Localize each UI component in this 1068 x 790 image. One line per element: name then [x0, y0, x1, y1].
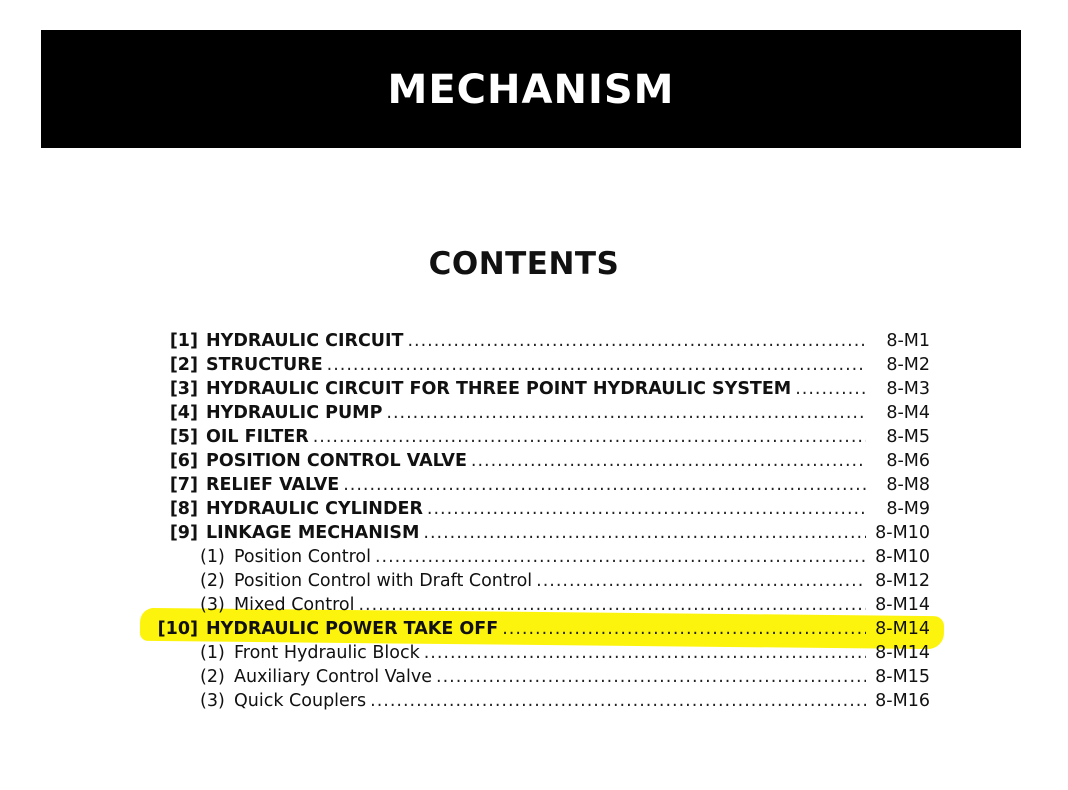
toc-page-ref: 8-M10	[875, 547, 930, 567]
header-banner	[41, 30, 1021, 148]
dot-leader	[424, 641, 866, 665]
toc-entry-title: LINKAGE MECHANISM	[206, 523, 420, 543]
toc-entry	[140, 569, 930, 593]
table-of-contents	[140, 329, 930, 713]
toc-entry-title: Front Hydraulic Block	[234, 643, 420, 663]
toc-entry-number: [5]	[169, 427, 198, 447]
toc-entry	[140, 665, 930, 689]
toc-subentry-number: (1)	[200, 547, 225, 567]
toc-entry-number: [8]	[169, 499, 198, 519]
toc-entry-highlighted	[140, 617, 930, 641]
toc-page-ref: 8-M12	[875, 571, 930, 591]
toc-entry	[140, 353, 930, 377]
toc-entry-title: Position Control	[234, 547, 371, 567]
dot-leader	[536, 569, 866, 593]
toc-entry	[140, 641, 930, 665]
toc-entry	[140, 473, 930, 497]
dot-leader	[795, 377, 866, 401]
toc-page-ref: 8-M9	[886, 499, 930, 519]
toc-entry-title: RELIEF VALVE	[206, 475, 340, 495]
toc-entry-title: Quick Couplers	[234, 691, 367, 711]
contents-heading: CONTENTS	[428, 246, 620, 282]
toc-entry-title: HYDRAULIC CYLINDER	[206, 499, 423, 519]
toc-entry	[140, 545, 930, 569]
toc-entry	[140, 689, 930, 713]
toc-entry-title: OIL FILTER	[206, 427, 309, 447]
toc-entry-title: HYDRAULIC CIRCUIT FOR THREE POINT HYDRAULIC SYSTEM	[206, 379, 792, 399]
toc-entry	[140, 521, 930, 545]
toc-entry-title: Mixed Control	[234, 595, 355, 615]
dot-leader	[313, 425, 866, 449]
toc-page-ref: 8-M4	[886, 403, 930, 423]
toc-page-ref: 8-M10	[875, 523, 930, 543]
toc-entry	[140, 425, 930, 449]
toc-entry-title: HYDRAULIC POWER TAKE OFF	[206, 619, 499, 639]
toc-page-ref: 8-M5	[886, 427, 930, 447]
toc-page-ref: 8-M1	[886, 331, 930, 351]
dot-leader	[471, 449, 866, 473]
toc-entry-title: STRUCTURE	[206, 355, 323, 375]
banner-title: MECHANISM	[387, 67, 675, 113]
toc-entry-title: HYDRAULIC PUMP	[206, 403, 383, 423]
dot-leader	[407, 329, 866, 353]
toc-entry-title: HYDRAULIC CIRCUIT	[206, 331, 404, 351]
toc-subentry-number: (2)	[200, 571, 225, 591]
dot-leader	[343, 473, 866, 497]
toc-entry-title: POSITION CONTROL VALVE	[206, 451, 467, 471]
toc-page-ref: 8-M8	[886, 475, 930, 495]
toc-entry-number: [6]	[169, 451, 198, 471]
toc-entry-title: Auxiliary Control Valve	[234, 667, 432, 687]
toc-entry-title: Position Control with Draft Control	[234, 571, 533, 591]
dot-leader	[436, 665, 866, 689]
dot-leader	[327, 353, 866, 377]
toc-page-ref: 8-M14	[875, 619, 930, 639]
toc-subentry-number: (3)	[200, 595, 225, 615]
toc-entry-number: [7]	[169, 475, 198, 495]
toc-entry-number: [1]	[169, 331, 198, 351]
toc-entry	[140, 497, 930, 521]
toc-entry	[140, 377, 930, 401]
toc-entry	[140, 329, 930, 353]
toc-subentry-number: (1)	[200, 643, 225, 663]
toc-entry	[140, 449, 930, 473]
toc-entry-number: [2]	[169, 355, 198, 375]
dot-leader	[386, 401, 866, 425]
dot-leader	[423, 521, 866, 545]
dot-leader	[375, 545, 866, 569]
toc-page-ref: 8-M3	[886, 379, 930, 399]
dot-leader	[358, 593, 866, 617]
toc-subentry-number: (2)	[200, 667, 225, 687]
toc-page-ref: 8-M16	[875, 691, 930, 711]
toc-entry-number: [3]	[169, 379, 198, 399]
toc-page-ref: 8-M2	[886, 355, 930, 375]
toc-entry	[140, 593, 930, 617]
toc-entry-number: [9]	[169, 523, 198, 543]
toc-entry	[140, 401, 930, 425]
dot-leader	[427, 497, 866, 521]
toc-entry-number: [10]	[157, 619, 198, 639]
toc-page-ref: 8-M14	[875, 643, 930, 663]
toc-page-ref: 8-M6	[886, 451, 930, 471]
dot-leader	[370, 689, 866, 713]
toc-entry-number: [4]	[169, 403, 198, 423]
toc-subentry-number: (3)	[200, 691, 225, 711]
toc-page-ref: 8-M14	[875, 595, 930, 615]
dot-leader	[502, 617, 866, 641]
toc-page-ref: 8-M15	[875, 667, 930, 687]
